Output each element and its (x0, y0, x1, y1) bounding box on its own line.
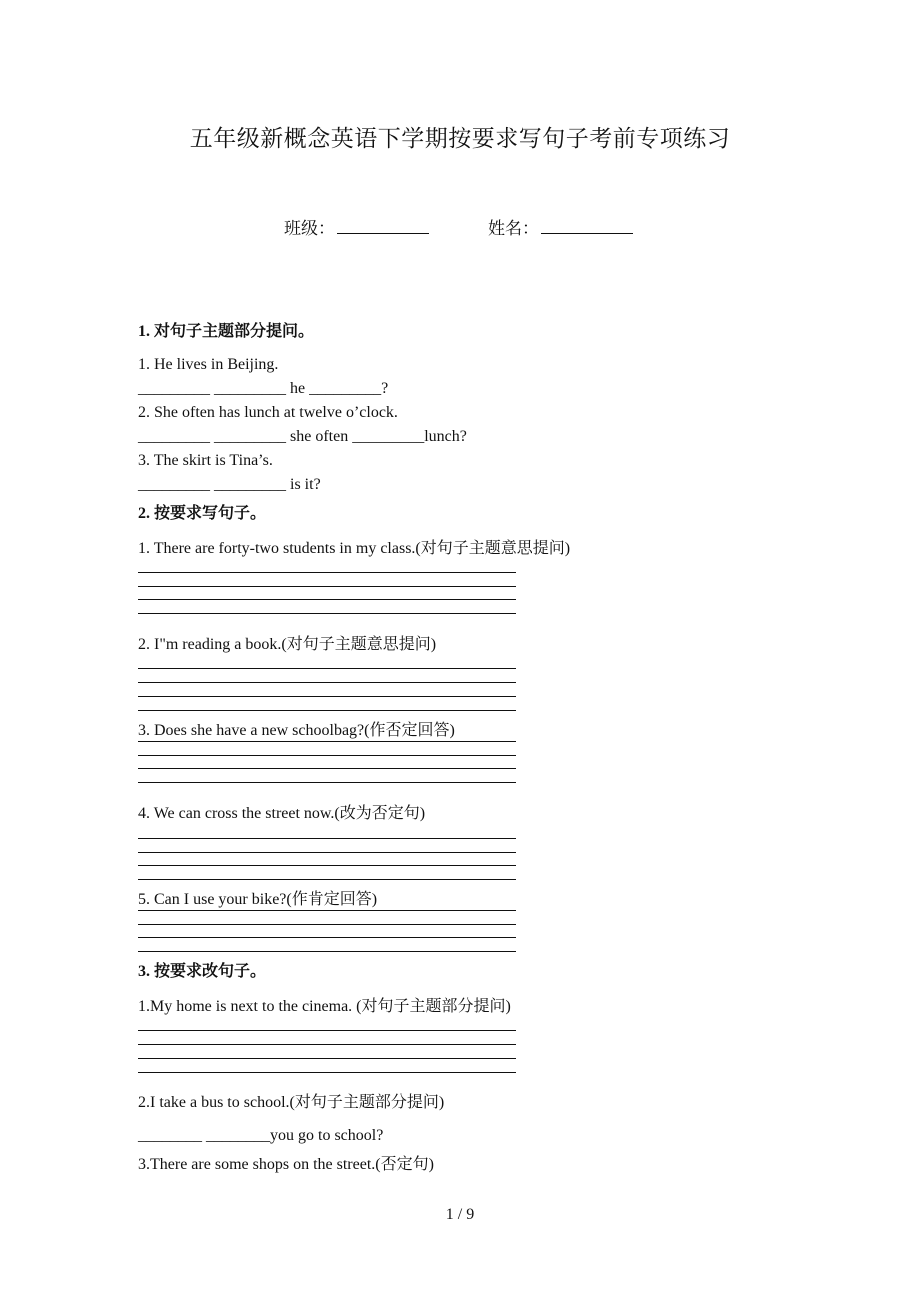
answer-line: _________ _________ she often _________lunch? (138, 428, 467, 445)
question-line: 5. Can I use your bike?(作肯定回答) (138, 891, 378, 908)
answer-rule (138, 696, 516, 697)
answer-rule (138, 613, 516, 614)
section-2-heading: 2. 按要求写句子。 (138, 505, 267, 522)
answer-rule (138, 599, 516, 600)
answer-rule (138, 838, 516, 839)
question-line: 2. She often has lunch at twelve o’clock. (138, 404, 398, 421)
name-field (488, 214, 633, 239)
answer-rule (138, 1030, 516, 1031)
class-field (284, 214, 429, 239)
answer-rule (138, 910, 516, 911)
section-1-heading: 1. 对句子主题部分提问。 (138, 323, 315, 340)
page-number: 1 / 9 (445, 1206, 475, 1223)
name-label: 姓名： (488, 219, 539, 238)
question-line: 1. There are forty-two students in my class.(对句子主题意思提问) (138, 540, 571, 557)
question-line: 1.My home is next to the cinema. (对句子主题部分提问) (138, 998, 511, 1015)
answer-rule (138, 879, 516, 880)
answer-rule (138, 852, 516, 853)
page-title: 五年级新概念英语下学期按要求写句子考前专项练习 (189, 126, 731, 151)
answer-rule (138, 668, 516, 669)
answer-rule (138, 782, 516, 783)
question-line: 3.There are some shops on the street.(否定句) (138, 1156, 434, 1173)
question-line: 1. He lives in Beijing. (138, 356, 279, 373)
question-line: 4. We can cross the street now.(改为否定句) (138, 805, 426, 822)
answer-line: ________ ________you go to school? (138, 1127, 384, 1144)
answer-line: _________ _________ he _________? (138, 380, 389, 397)
answer-rule (138, 768, 516, 769)
question-line: 2. I"m reading a book.(对句子主题意思提问) (138, 636, 437, 653)
section-3-heading: 3. 按要求改句子。 (138, 963, 267, 980)
answer-rule (138, 1044, 516, 1045)
answer-line: _________ _________ is it? (138, 476, 321, 493)
answer-rule (138, 586, 516, 587)
question-line: 3. The skirt is Tina’s. (138, 452, 273, 469)
class-blank (337, 219, 429, 234)
answer-rule (138, 865, 516, 866)
question-line: 3. Does she have a new schoolbag?(作否定回答) (138, 722, 455, 739)
question-line: 2.I take a bus to school.(对句子主题部分提问) (138, 1094, 445, 1111)
answer-rule (138, 937, 516, 938)
answer-rule (138, 682, 516, 683)
answer-rule (138, 924, 516, 925)
answer-rule (138, 755, 516, 756)
answer-rule (138, 1058, 516, 1059)
answer-rule (138, 710, 516, 711)
name-blank (541, 219, 633, 234)
answer-rule (138, 572, 516, 573)
answer-rule (138, 741, 516, 742)
class-label: 班级： (284, 219, 335, 238)
answer-rule (138, 951, 516, 952)
answer-rule (138, 1072, 516, 1073)
